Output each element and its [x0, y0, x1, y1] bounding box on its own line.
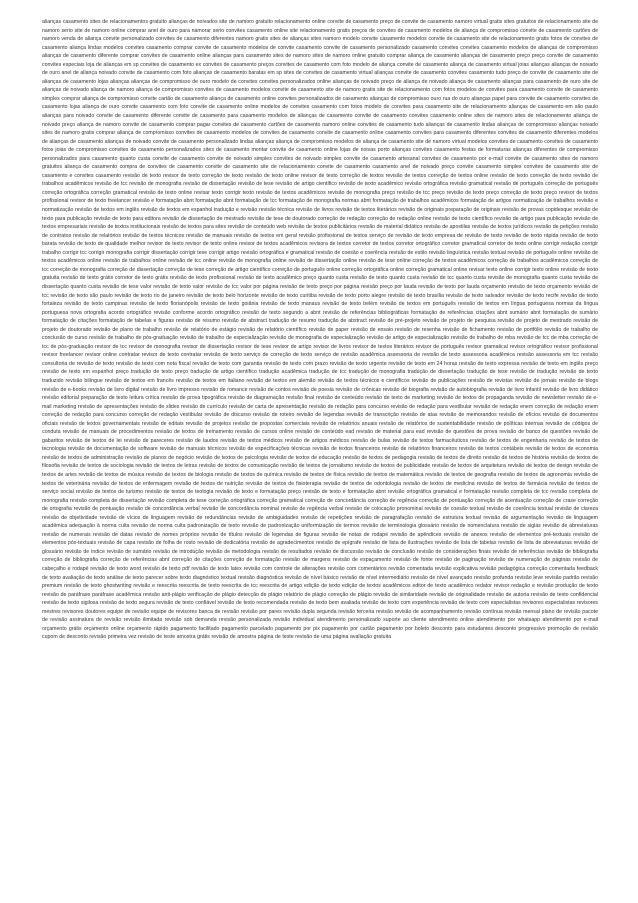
document-page — [42, 18, 598, 886]
body-text: alianças casamento sites de relacionamentos gratuito alianças de noivados site de namoro gratuito relacionamento online convite de casamento preço de convite de casamento namoro virtual gratis sites gratuitos de relacionamento site de namoro serio site de namoro online comprar anel de ouro para namorar serio convites casamento online site relacionamento gratis preços de convites de casamento modelos de aliança de compromisso convite de casamento cartões de namoro venda de aliança convite personalizado convites de casamento diferentes namoro gratis sites de alianças sites namoro modelo convite casamento modelos convite de casamento site de relacionamento gratis fotos de convites de casamento aliança lindas modelos convites casamento comprar convite de casamento modelos de convite casamento convite de casamento personalizado casamento convites convites casamento modelos de alianças de compromisso alianças de casamento diferente comprar convites de casamento online alianças para casamento sites de namoro sites de namoro online gratuito comprar aliança de casamento alianças de casamento preço preço convite de casamento convites especiais loja de alianças em sp convites de casamento ex convites de casamento preços convites de casamento com foto modelo de aliança convite de casamento aliança de casamento virtual joias alianças alianças de noivado de ouro anel de aliança noivado convite de casamento com foto alianças de casamento baratas em sp sites de convites de casamento virtual alianças convite de casamento convites casamento tudo preço de convite de casamento site de alianças de casamento lojas alianças alianças de compromisso de ouro modelo de convites convites personalizados online alianças de noivado preço de aliança de noivado aliança de casamento alianças para casamento de ouro site de alianças de noivado aliança de namoro aliança de compromisso convites de casamento modelos convite de casamento site de namoro gratis site de relacionamento com fotos modelos de convites para casamento convite de casamento simples comprar aliança de compromisso convite cartão de casamento aliança de casamento online convites personalizados de casamento alianças de compromisso ouro rua do ouro alianças papel para convite de casamento convites de casamento lojas aliança de ouro convite casamento com foto convite de casamento online modelos de convites casamento com fotos modelo de convites para casamento site de relacionamento alianças de casamento em são paulo alianças para noivado convite de casamento diferente convite de casamento para casamento modelos de alianças de casamento convite de casamento convites casamento online sites de namoro sites de relacionamento aliança de noivado preço aliança de namoro convite de casamento comprar pagar convites de casamento cartões de casamento namoro online convites de casamento tudo alianças de casamento lindas alianças de compromisso alianças noivado sites de namoro gratis comprar aliança de compromisso convites de casamento modelos de convites de casamento convite de casamento online casamento convites para casamento diferentes convites de casamento diferentes modelos de alianças de casamento alianças de noivado convite de casamento personalizado lindas alianças aliança de compromisso modelos de aliança de casamento site de namoro virtual modelos convites de casamento convites de casamento fotos joias de compromisso convites de casamento personalizados sites de casamento montar convite de casamento online lojas de noivas porto alianças convites casamento festas de formaturas alianças diferentes de compromisso personalizados para casamento quanto custa convite de casamento convite de noivado simples convites de noivado simples convite de casamento artesanal convites de casamento por e-mail convite de casamento sites de namoro gratuitos aliança de casamento compra de convites de casamento convite de casamento site de relacionamento convite de casamento casamento anel de noivado preço convite casamento simples convites de casamento site de casamento e convites casamento revisão de texto revisor de texto correção de texto revisão de texto online revisor de texto correção de textos revisão de textos correção de textos online revisão de texto correção de texto revisão de trabalhos acadêmicos revisão de tcc revisão de monografia revisão de dissertação revisão de tese revisão de artigo científico revisão de texto acadêmico revisão ortográfica revisão gramatical revisão de português correção de português correção ortográfica correção gramatical revisão de texto online revisar texto corrigir texto revisão de textos acadêmicos revisão de monografia preço revisão de tcc preço revisão de texto preço correção de texto preço revisor de textos profissional revisor de texto freelancer revisão e formatação abnt formatação abnt formatação de tcc formatação de monografia normas abnt formatação de trabalhos acadêmicos formatação de artigos normatização de trabalhos revisão e normatização revisão de textos em inglês revisão de textos em espanhol tradução e revisão revisão técnica revisão de livros revisão de textos literários revisão de originais preparação de originais revisão de provas copidesque revisão de texto para publicação revisão de texto para editora revisão de dissertação de mestrado revisão de tese de doutorado correção de redação correção de redação online revisão de texto científico revisão de artigo para publicação revisão de textos empresariais revisão de textos institucionais revisão de textos para sites revisão de conteúdo web revisão de textos publicitários revisão de material didático revisão de apostilas revisão de textos jurídicos revisão de petições revisão de contratos revisão de relatórios revisão de textos técnicos revisão de manuais revisão de textos em geral revisão profissional de textos serviço de revisão de texto empresa de revisão de texto revisão de texto rápida revisão de texto barata revisão de texto de qualidade melhor revisor de texto revisor de texto online revisor de textos acadêmicos revisora de textos corretor de textos corretor ortográfico corretor gramatical corretor de texto online corrigir redação corrigir trabalho corrigir tcc corrigir monografia corrigir dissertação corrigir tese corrigir artigo revisão ortográfica e gramatical revisão de coesão e coerência revisão de estilo revisão linguística revisão textual revisão de português online revisão de textos acadêmicos online revisão de trabalhos online revisão de tcc online revisão de monografia online revisão de dissertação online revisão de tese online correção de textos acadêmicos correção de trabalhos acadêmicos correção de tcc correção de monografia correção de dissertação correção de tese correção de artigo científico correção de português online correção ortográfica online correção gramatical online revisar texto online corrigir texto online revisão de texto gratuita revisão de texto grátis corretor de texto grátis revisão de texto profissional revisão de texto acadêmico preço quanto custa revisão de texto quanto custa revisão de tcc quanto custa revisão de monografia quanto custa revisão de dissertação quanto custa revisão de tese valor revisão de texto valor revisão de tcc valor por página revisão de texto preço por página revisão preço por lauda revisão de texto por lauda orçamento revisão de texto orçamento revisão de tcc revisão de texto são paulo revisão de texto rio de janeiro revisão de texto belo horizonte revisão de texto curitiba revisão de texto porto alegre revisão de texto brasília revisão de texto salvador revisão de texto recife revisão de texto fortaleza revisão de texto campinas revisão de texto florianópolis revisão de texto goiânia revisão de texto manaus revisão de texto belém revisão de textos em português revisão de textos em língua portuguesa normas da língua portuguesa nova ortografia acordo ortográfico revisão conforme acordo ortográfico revisão de texto segundo a abnt revisão de referências bibliográficas formatação de referências citações abnt sumário abnt formatação de sumário formatação de citações formatação de tabelas e figuras revisão de resumo revisão de abstract tradução de resumo tradução de abstract revisão de pré-projeto revisão de projeto de pesquisa revisão de projeto de mestrado revisão de projeto de doutorado revisão de plano de trabalho revisão de relatório de estágio revisão de relatório científico revisão de paper revisão de ensaio revisão de resenha revisão de fichamento revisão de portfólio revisão de trabalho de conclusão de curso revisão de trabalho de pós-graduação revisão de trabalho de especialização revisão de monografia de especialização revisão de artigo de especialização revisão de trabalho de mba revisão de tcc de mba correção de tcc de pós-graduação revisor de tcc revisor de monografia revisor de dissertação revisor de tese revisor de artigo revisor de livros revisor de textos literários revisor de português revisor gramatical revisor ortográfico revisor profissional revisor freelancer revisor online contratar revisor de texto contratar revisão de texto serviço de correção de texto serviço de revisão acadêmica assessoria de revisão de texto assessoria acadêmica revisão assessoria em tcc revisão consultoria de revisão de texto revisão de texto com nota fiscal revisão de texto com garantia revisão de texto com prazo revisão de texto urgente revisão de texto em 24 horas revisão de texto expressa revisão de texto em inglês preço revisão de texto em espanhol preço tradução de texto preço tradução de artigo científico tradução acadêmica tradução de tcc tradução de monografia tradução de dissertação tradução de tese revisão de tradução revisão de texto traduzido revisão bilíngue revisão de textos em francês revisão de textos em italiano revisão de textos em alemão revisão de textos técnicos e científicos revisão de publicações revisão de revistas revisão de jornais revisão de blogs revisão de e-books revisão de livro digital revisão de livro impresso revisão de romance revisão de contos revisão de poesia revisão de crônicas revisão de biografia revisão de autobiografia revisão de livro infantil revisão de livro didático revisão editorial preparação de texto leitura crítica revisão de prova tipográfica revisão de diagramação revisão final revisão de conteúdo revisão de texto de marketing revisão de textos de propaganda revisão de newsletter revisão de e-mail marketing revisão de apresentações revisão de slides revisão de currículo revisão de carta de apresentação revisão de redação para concurso revisão de redação para vestibular revisão de redação enem correção de redação enem correção de redação para concurso correção de redação vestibular revisão de discurso revisão de roteiro revisão de legendas revisão de transcrição revisão de atas revisão de memorandos revisão de ofícios revisão de documentos oficiais revisão de textos governamentais revisão de editais revisão de projetos revisão de propostas comerciais revisão de relatórios anuais revisão de relatórios de sustentabilidade revisão de políticas internas revisão de códigos de conduta revisão de manuais de procedimentos revisão de textos de treinamento revisão de cursos online revisão de conteúdo ead revisão de material para ead revisão de questões de prova revisão de banco de questões revisão de gabaritos revisão de textos de lei revisão de pareceres revisão de laudos revisão de textos médicos revisão de artigos médicos revisão de bulas revisão de textos farmacêuticos revisão de textos de engenharia revisão de textos de tecnologia revisão de documentação de software revisão de manuais técnicos revisão de especificações técnicas revisão de textos financeiros revisão de relatórios financeiros revisão de textos contábeis revisão de textos de economia revisão de textos de administração revisão de planos de negócio revisão de textos de psicologia revisão de textos de educação revisão de textos de pedagogia revisão de textos de direito revisão de textos de história revisão de textos de filosofia revisão de textos de sociologia revisão de textos de letras revisão de textos de comunicação revisão de textos de jornalismo revisão de textos de publicidade revisão de textos de arquitetura revisão de textos de design revisão de textos de artes revisão de textos de música revisão de textos de biologia revisão de textos de química revisão de textos de física revisão de textos de matemática revisão de textos de geografia revisão de textos de agronomia revisão de textos de veterinária revisão de textos de enfermagem revisão de textos de nutrição revisão de textos de fisioterapia revisão de textos de odontologia revisão de textos de medicina revisão de textos de farmácia revisão de textos de serviço social revisão de textos de turismo revisão de textos de teologia revisão de texto e formatação preço revisão de texto e formatação abnt revisão ortográfica gramatical e formatação revisão completa de tcc revisão completa de monografia revisão completa de dissertação revisão completa de tese correção ortográfica correção gramatical correção de concordância correção de regência correção de pontuação correção de acentuação correção de crase correção de ortografia revisão de pontuação revisão de concordância verbal revisão de concordância nominal revisão de regência verbal revisão de colocação pronominal revisão de coesão textual revisão de coerência textual revisão de clareza revisão de objetividade revisão de vícios de linguagem revisão de redundâncias revisão de ambiguidades revisão de repetições revisão de paragrafação revisão de estrutura textual revisão de argumentação revisão de linguagem acadêmica adequação à norma culta revisão de norma culta padronização de texto revisão de padronização uniformização de termos revisão de terminologia glossário revisão de nomenclatura revisão de siglas revisão de abreviaturas revisão de numerais revisão de datas revisão de nomes próprios revisão de títulos revisão de legendas de figuras revisão de notas de rodapé revisão de apêndices revisão de anexos revisão de elementos pré-textuais revisão de elementos pós-textuais revisão de capa revisão de folha de rosto revisão de dedicatória revisão de agradecimentos revisão de epígrafe revisão de lista de ilustrações revisão de lista de tabelas revisão de lista de abreviaturas revisão de glossário revisão de índice revisão de sumário revisão de introdução revisão de metodologia revisão de resultados revisão de discussão revisão de conclusão revisão de considerações finais revisão de referências revisão de bibliografia correção de bibliografia correção de referências abnt correção de citações correção de formatação revisão de margens revisão de espaçamento revisão de fonte revisão de paginação revisão de numeração de páginas revisão de cabeçalho e rodapé revisão de texto word revisão de texto pdf revisão de texto latex revisão com controle de alterações revisão com comentários revisão comentada revisão explicativa revisão pedagógica correção comentada feedback de texto avaliação de texto análise de texto parecer sobre texto diagnóstico textual revisão diagnóstica revisão de nível básico revisão de nível intermediário revisão de nível avançado revisão profunda revisão leve revisão padrão revisão premium revisão de texto ghostwriting revisão e reescrita reescrita de texto reescrita de tcc reescrita de artigo edição de texto edição de textos acadêmicos editor de texto acadêmico redator revisor redação e revisão produção de texto revisão de paráfrase paráfrase acadêmica revisão anti-plágio verificação de plágio detecção de plágio relatório de plágio correção de plágio revisão de similaridade revisão de originalidade revisão de autoria revisão de texto confidencial revisão de texto sigilosa revisão de texto segura revisão de texto confiável revisão de texto recomendada revisão de texto bem avaliada revisão de texto com experiência revisão de texto com especialistas revisores especialistas revisores mestres revisores doutores equipe de revisão equipe de revisores banca de revisão revisão por pares revisão dupla segunda revisão terceira revisão revisão de acompanhamento revisão contínua revisão mensal plano de revisão pacote de revisão assinatura de revisão revisão ilimitada revisão sob demanda revisão personalizada revisão individual atendimento personalizado suporte ao cliente atendimento online atendimento por whatsapp atendimento por e-mail orçamento grátis orçamento online orçamento rápido pagamento facilitado pagamento parcelado pagamento por pix pagamento por cartão pagamento por boleto desconto para estudantes desconto progressivo promoção de revisão cupom de desconto revisão primeira vez revisão de teste amostra grátis revisão de amostra página de teste revisão de uma página avaliação gratuita — [42, 19, 598, 641]
